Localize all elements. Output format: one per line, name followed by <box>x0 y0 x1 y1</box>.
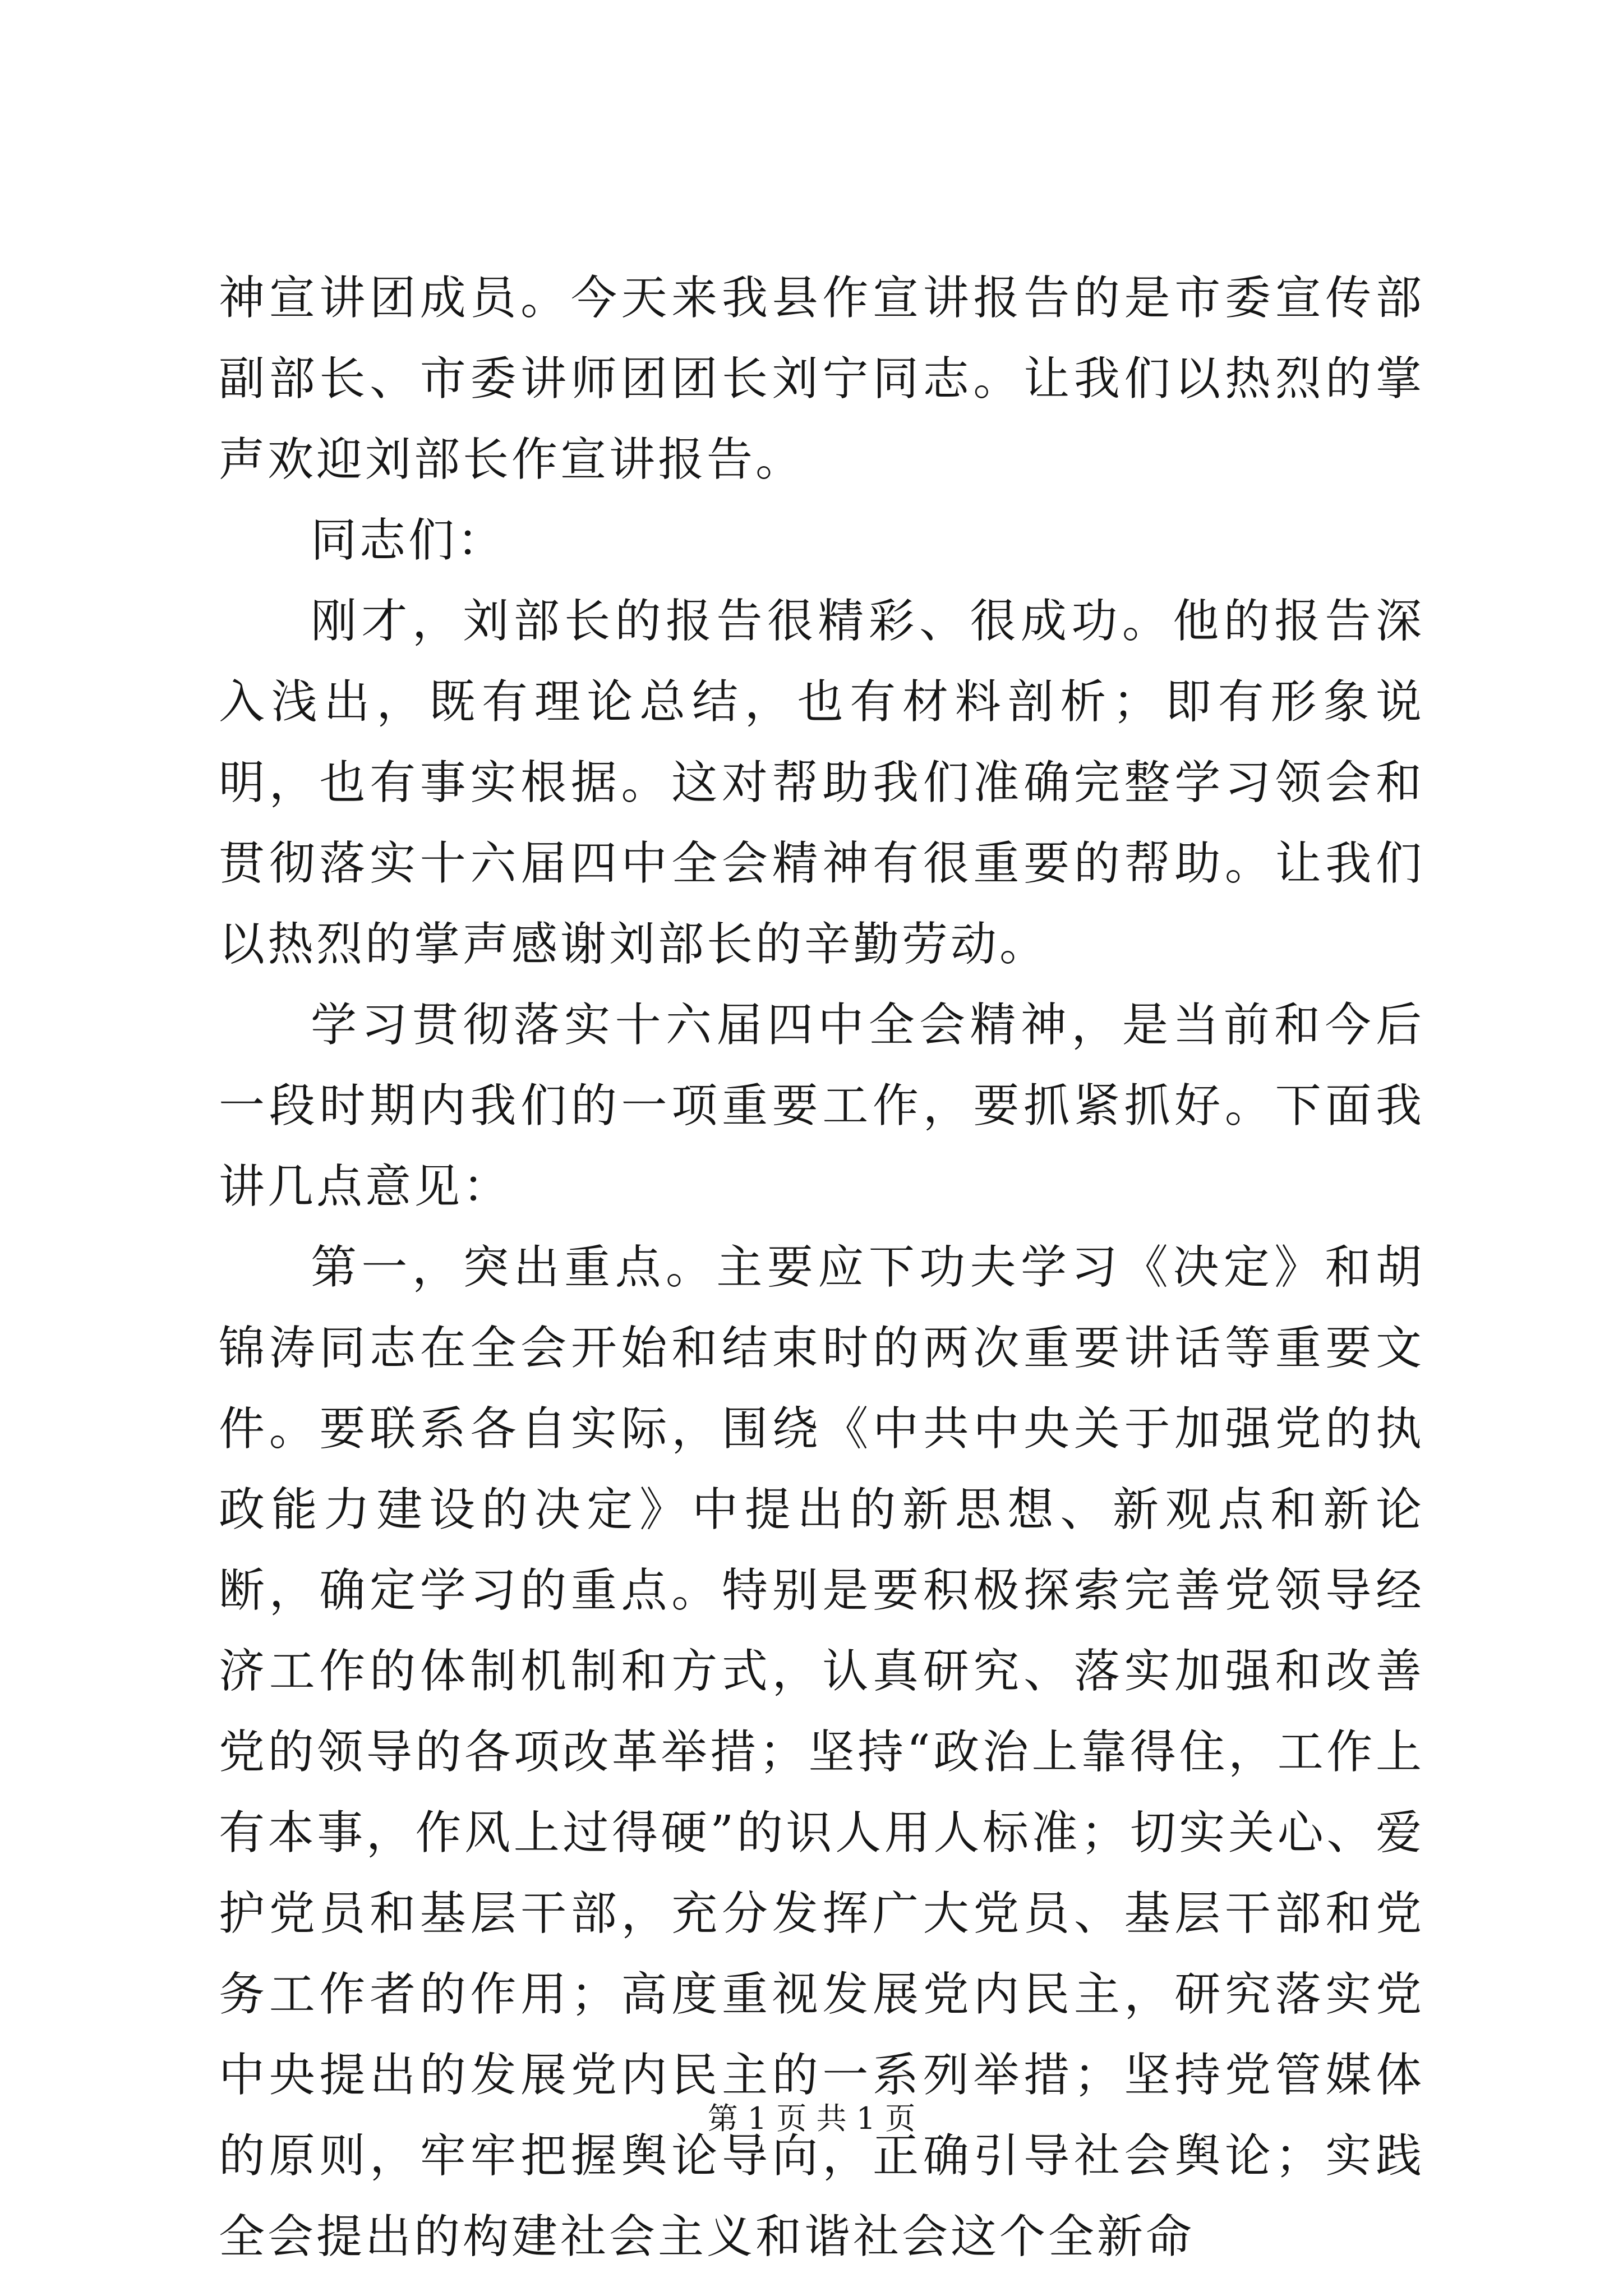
page-footer: 第 1 页 共 1 页 <box>707 2101 916 2136</box>
paragraph-1: 神宣讲团成员。今天来我县作宣讲报告的是市委宣传部副部长、市委讲师团团长刘宁同志。让我们以热烈的掌声欢迎刘部长作宣讲报告。 <box>219 272 1424 486</box>
paragraph-5: 第一，突出重点。主要应下功夫学习《决定》和胡锦涛同志在全会开始和结束时的两次重要讲话等重要文件。要联系各自实际，围绕《中共中央关于加强党的执政能力建设的决定》中提出的新思想、新观点和新论断，确定学习的重点。特别是要积极探索完善党领导经济工作的体制机制和方式，认真研究、落实加强和改善党的领导的各项改革举措；坚持“政治上靠得住，工作上有本事，作风上过得硬”的识人用人标准；切实关心、爱护党员和基层干部，充分发挥广大党员、基层干部和党务工作者的作用；高度重视发展党内民主，研究落实党中央提出的发展党内民主的一系列举措；坚持党管媒体的原则，牢牢把握舆论导向，正确引导社会舆论；实践全会提出的构建社会主义和谐社会这个全新命 <box>219 1241 1424 2263</box>
paragraph-4: 学习贯彻落实十六届四中全会精神，是当前和今后一段时期内我们的一项重要工作，要抓紧抓好。下面我讲几点意见： <box>219 999 1424 1213</box>
paragraph-3: 刚才，刘部长的报告很精彩、很成功。他的报告深入浅出，既有理论总结，也有材料剖析；即有形象说明，也有事实根据。这对帮助我们准确完整学习领会和贯彻落实十六届四中全会精神有很重要的帮助。让我们以热烈的掌声感谢刘部长的辛勤劳动。 <box>219 595 1424 971</box>
document-body <box>219 258 1424 2277</box>
paragraph-salutation: 同志们： <box>311 514 506 567</box>
